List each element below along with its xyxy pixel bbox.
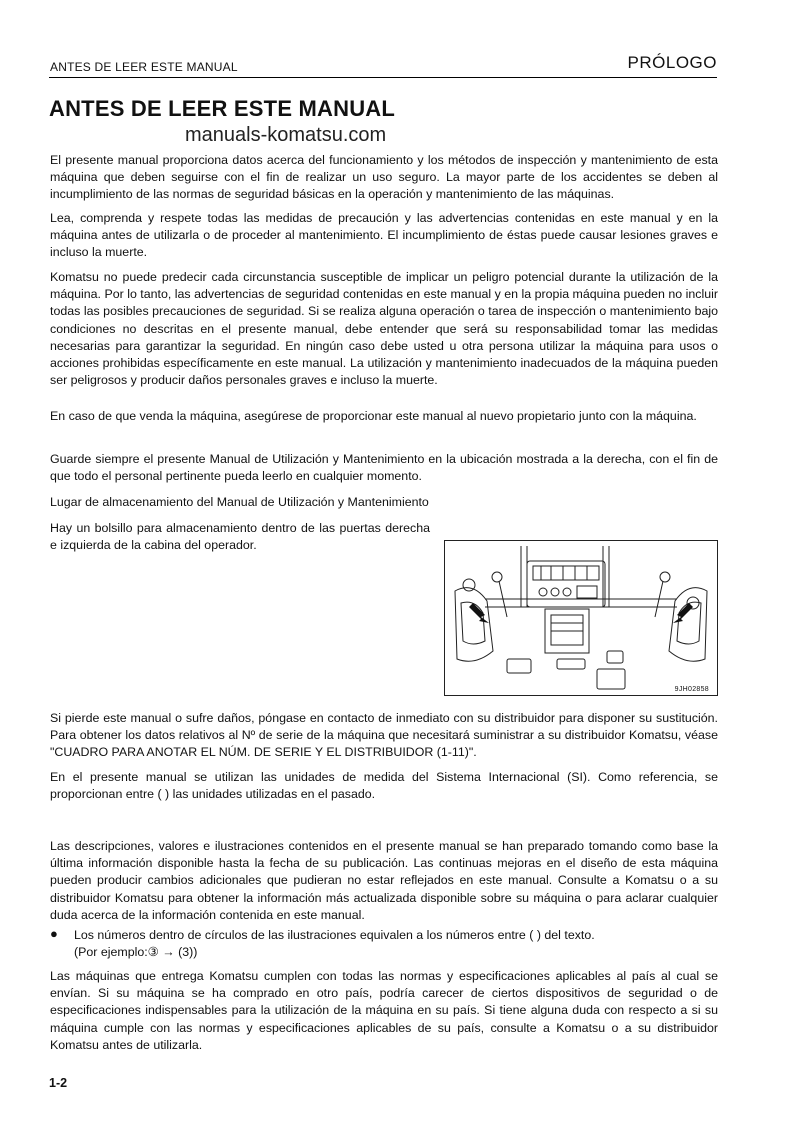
paragraph-keep-manual: Guarde siempre el presente Manual de Utilización y Mantenimiento en la ubicación mostrada a la derecha, con el fin de que todo el personal pertinente pueda leerlo en cualquier momento. [50, 452, 718, 484]
page-number: 1-2 [49, 1076, 68, 1090]
paragraph-lost-manual: Si pierde este manual o sufre daños, póngase en contacto de inmediato con su distribuidor para disponer su sustitución. Para obtener los datos relativos al Nº de serie de la máquina que necesitará suministrar a su distribuidor Komatsu, véase "CUADRO PARA ANOTAR EL NÚM. DE SERIE Y EL DISTRIBUIDOR (1-11)". [50, 711, 718, 760]
page-title: ANTES DE LEER ESTE MANUAL [49, 96, 396, 121]
cab-interior-drawing [445, 541, 717, 695]
paragraph-country-standards: Las máquinas que entrega Komatsu cumplen con todas las normas y especificaciones aplicables al país al cual se envían. Si su máquina se ha comprado en otro país, podría carecer de ciertos dispositivos de seguridad o de especificaciones indispensables para la utilización de la máquina en su país. Si tiene alguna duda con respecto a si su máquina cumple con las normas y especificaciones aplicables de su país, consulte a Komatsu o a su distribuidor Komatsu antes de utilizarla. [50, 969, 718, 1052]
figure-code: 9JH02858 [674, 686, 709, 693]
paragraph-si-units: En el presente manual se utilizan las unidades de medida del Sistema Internacional (SI). Como referencia, se proporcionan entre ( ) las unidades utilizadas en el pasado. [50, 770, 718, 802]
paragraph-descriptions: Las descripciones, valores e ilustraciones contenidos en el presente manual se han preparado tomando como base la última información disponible hasta la fecha de su publicación. Las continuas mejoras en el diseño de esta máquina pueden producir cambios adicionales que pudieran no estar reflejados en este manual. Consulte a Komatsu o a su distribuidor Komatsu para obtener la información más actualizada disponible sobre su máquina o para aclarar cualquier duda acerca de la información contenida en este manual. [50, 839, 718, 922]
header-rule [49, 77, 717, 78]
running-header-left: ANTES DE LEER ESTE MANUAL [50, 60, 238, 74]
running-header-right: PRÓLOGO [627, 53, 717, 72]
bullet-line-1: Los números dentro de círculos de las ilustraciones equivalen a los números entre ( ) del texto. [74, 928, 595, 942]
bullet-icon: ● [50, 926, 58, 941]
bullet-item-circled-numbers [74, 927, 714, 961]
cab-storage-illustration [444, 540, 718, 696]
paragraph-selling-machine: En caso de que venda la máquina, asegúrese de proporcionar este manual al nuevo propietario junto con la máquina. [50, 409, 697, 423]
paragraph-unforeseen-hazards: Komatsu no puede predecir cada circunstancia susceptible de implicar un peligro potencial durante la utilización de la máquina. Por lo tanto, las advertencias de seguridad contenidas en este manual y en la propia máquina pueden no incluir todas las posibles precauciones de seguridad. Si se realiza alguna operación o tarea de inspección o mantenimiento bajo condiciones no descritas en el presente manual, debe entender que será su responsabilidad tomar las medidas necesarias para garantizar la seguridad. En ningún caso debe usted u otra persona utilizar la máquina para usos o acciones prohibidas específicamente en este manual. La utilización y mantenimiento inadecuados de la máquina pueden ser peligrosos y producir daños personales graves e incluso la muerte. [50, 270, 718, 388]
watermark: manuals-komatsu.com [185, 124, 387, 146]
paragraph-read-precautions: Lea, comprenda y respete todas las medidas de precaución y las advertencias contenidas en este manual y en la máquina antes de utilizarla o de proceder al mantenimiento. El incumplimiento de éstas puede causar lesiones graves e incluso la muerte. [50, 211, 718, 260]
paragraph-intro: El presente manual proporciona datos acerca del funcionamiento y los métodos de inspección y mantenimiento de esta máquina que deben seguirse con el fin de realizar un uso seguro. La mayor parte de los accidentes se deben al incumplimiento de las normas de seguridad básicas en la operación y mantenimiento de las máquinas. [50, 153, 718, 202]
storage-location-heading: Lugar de almacenamiento del Manual de Utilización y Mantenimiento [50, 495, 429, 509]
paragraph-storage-pocket: Hay un bolsillo para almacenamiento dentro de las puertas derecha e izquierda de la cabina del operador. [50, 521, 430, 553]
bullet-line-2: (Por ejemplo:③ → (3)) [74, 945, 198, 960]
